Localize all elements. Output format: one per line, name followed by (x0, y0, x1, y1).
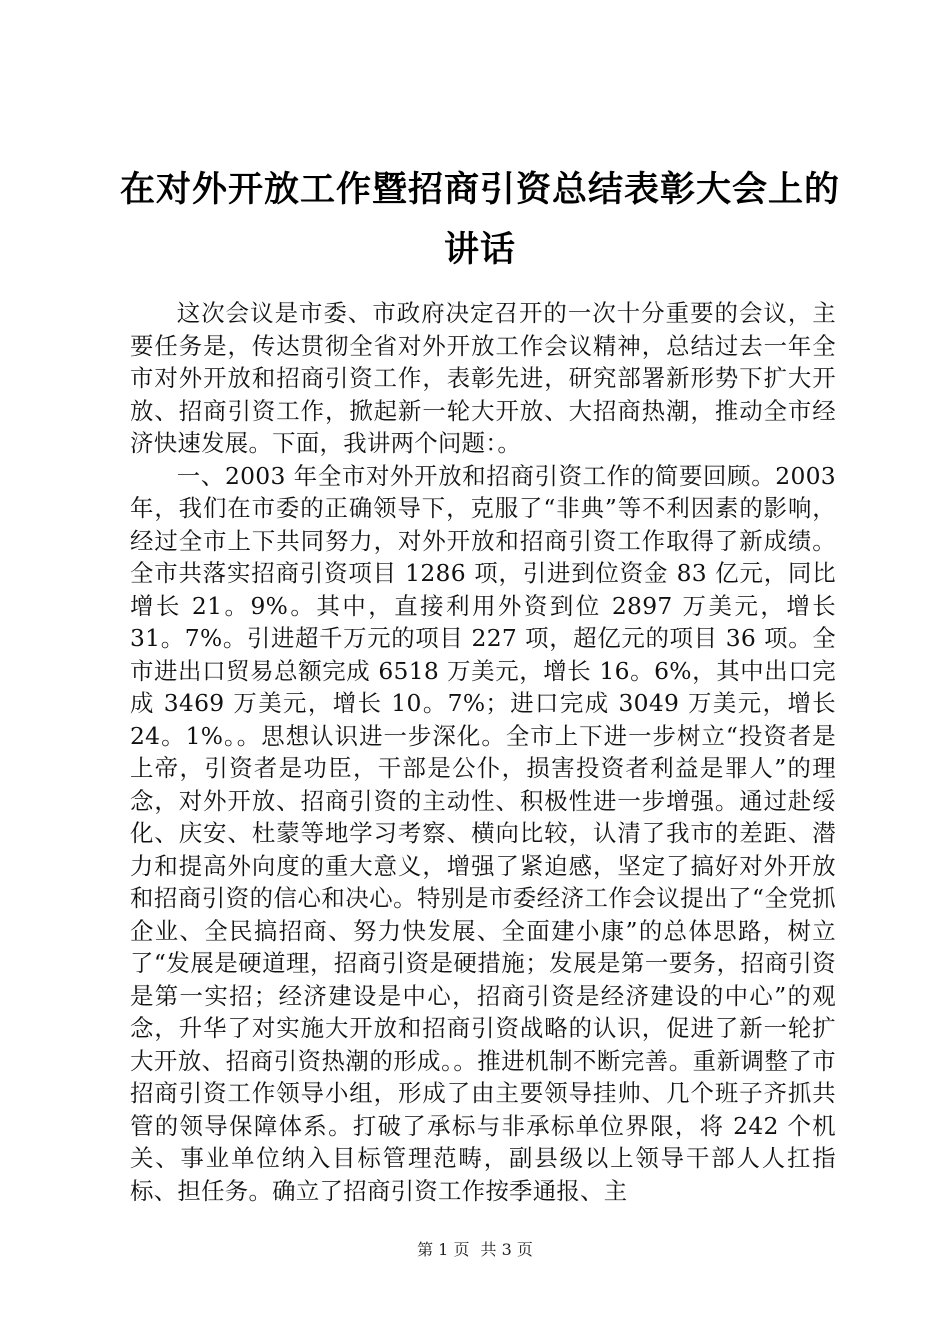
paragraph-intro: 这次会议是市委、市政府决定召开的一次十分重要的会议，主要任务是，传达贯彻全省对外开放工作会议精神，总结过去一年全市对外开放和招商引资工作，表彰先进，研究部署新形势下扩大开放、招商引资工作，掀起新一轮大开放、大招商热潮，推动全市经济快速发展。下面，我讲两个问题：。 (130, 299, 836, 457)
paragraph-review: 一、2003 年全市对外开放和招商引资工作的简要回顾。2003 年，我们在市委的正确领导下，克服了“非典”等不利因素的影响，经过全市上下共同努力，对外开放和招商引资工作取得了新成绩。全市共落实招商引资项目 1286 项，引进到位资金 83 亿元，同比增长 21。9%。其中，直接利用外资到位 2897 万美元，增长 31。7%。引进超千万元的项目 227 项，超亿元的项目 36 项。全市进出口贸易总额完成 6518 万美元，增长 16。6%，其中出口完成 3469 万美元，增长 10。7%；进口完成 3049 万美元，增长 24。1%。。思想认识进一步深化。全市上下进一步树立“投资者是上帝，引资者是功臣，干部是公仆，损害投资者利益是罪人”的理念，对外开放、招商引资的主动性、积极性进一步增强。通过赴绥化、庆安、杜蒙等地学习考察、横向比较，认清了我市的差距、潜力和提高外向度的重大意义，增强了紧迫感，坚定了搞好对外开放和招商引资的信心和决心。特别是市委经济工作会议提出了“全党抓企业、全民搞招商、努力快发展、全面建小康”的总体思路，树立了“发展是硬道理，招商引资是硬措施；发展是第一要务，招商引资是第一实招；经济建设是中心，招商引资是经济建设的中心”的观念，升华了对实施大开放和招商引资战略的认识，促进了新一轮扩大开放、招商引资热潮的形成。。推进机制不断完善。重新调整了市招商引资工作领导小组，形成了由主要领导挂帅、几个班子齐抓共管的领导保障体系。打破了承标与非承标单位界限，将 242 个机关、事业单位纳入目标管理范畴，副县级以上领导干部人人扛指标、担任务。确立了招商引资工作按季通报、主 (130, 461, 836, 1205)
page-footer (0, 1239, 950, 1261)
page-total: 共 3 页 (480, 1240, 533, 1259)
page-number: 第 1 页 (417, 1240, 470, 1259)
document-title: 在对外开放工作暨招商引资总结表彰大会上的讲话 (119, 169, 840, 270)
document-body (130, 297, 836, 1207)
